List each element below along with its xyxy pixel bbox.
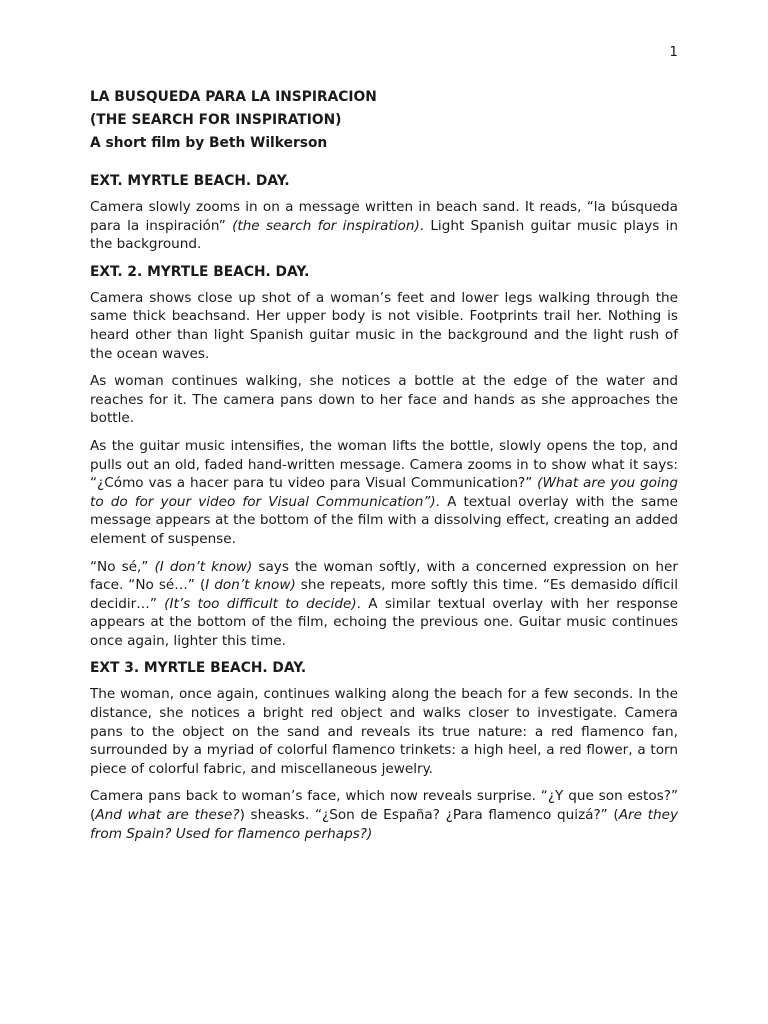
scene-2-paragraph-4 xyxy=(90,558,678,651)
scene-3-paragraph-1: The woman, once again, continues walking along the beach for a few seconds. In the distance, she notices a bright red object and walks closer to investigate. Camera pans to the object on the sand and reveals its true nature: a red flamenco fan, surrounded by a myriad of colorful flamenco trinkets: a high heel, a red flower, a torn piece of colorful fabric, and miscellaneous jewelry. xyxy=(90,686,678,777)
italic-translation: I don’t know) xyxy=(205,577,296,594)
italic-translation: (It’s too difficult to decide) xyxy=(164,595,357,612)
title-block xyxy=(90,88,678,152)
scene-2-paragraph-2: As woman continues walking, she notices a bottle at the edge of the water and reaches for it. The camera pans down to her face and hands as she approaches the bottle. xyxy=(90,373,678,427)
title-byline: A short film by Beth Wilkerson xyxy=(90,135,328,151)
title-spanish: LA BUSQUEDA PARA LA INSPIRACION xyxy=(90,89,377,105)
scene-heading-1: EXT. MYRTLE BEACH. DAY. xyxy=(90,173,290,189)
italic-translation: (I don’t know) xyxy=(154,558,253,575)
scene-2-paragraph-3 xyxy=(90,437,678,549)
text-run: Camera slowly zooms in on a message written in beach sand. It reads, “la búsqueda para la inspiración” xyxy=(90,199,678,234)
scene-2-paragraph-1: Camera shows close up shot of a woman’s feet and lower legs walking through the same thick beachsand. Her upper body is not visible. Footprints trail her. Nothing is heard other than light Spanish guitar music in the background and the light rush of the ocean waves. xyxy=(90,289,678,362)
italic-translation: And what are these? xyxy=(95,807,240,824)
text-run: Camera pans back to woman’s face, which now reveals surprise. “¿Y que son estos?” ( xyxy=(90,788,678,824)
title-english: (THE SEARCH FOR INSPIRATION) xyxy=(90,112,342,128)
text-run: As the guitar music intensifies, the woman lifts the bottle, slowly opens the top, and pulls out an old, faded hand-written message. Camera zooms in to show what it says: “¿Cómo vas a hacer para tu video para Visual Communication?” xyxy=(90,437,678,492)
document-body xyxy=(90,88,678,852)
scene-3-paragraph-2 xyxy=(90,787,678,843)
page-number: 1 xyxy=(669,44,678,60)
italic-translation: (the search for inspiration) xyxy=(232,217,420,234)
text-run: . Light Spanish guitar music plays in the background. xyxy=(90,217,678,253)
text-run: ) sheasks. “¿Son de España? ¿Para flamenco quizá?” ( xyxy=(239,807,619,824)
scene-heading-2: EXT. 2. MYRTLE BEACH. DAY. xyxy=(90,263,310,280)
text-run: . A similar textual overlay with her response appears at the bottom of the film, echoing the previous one. Guitar music continues once again, lighter this time. xyxy=(90,595,678,649)
text-run: says the woman softly, with a concerned expression on her face. “No sé…” ( xyxy=(90,558,678,594)
scene-1-paragraph-1 xyxy=(90,198,678,254)
text-run: . A textual overlay with the same message appears at the bottom of the film with a dissolving effect, creating an added element of suspense. xyxy=(90,493,679,547)
italic-translation: Are they from Spain? Used for flamenco perhaps?) xyxy=(90,807,678,842)
text-run: she repeats, more softly this time. “Es demasido díficil decidir…” xyxy=(90,577,678,612)
text-run: “No sé,” xyxy=(90,558,155,575)
scene-heading-3: EXT 3. MYRTLE BEACH. DAY. xyxy=(90,660,307,677)
italic-translation: (What are you going to do for your video for Visual Communication”) xyxy=(90,475,678,510)
